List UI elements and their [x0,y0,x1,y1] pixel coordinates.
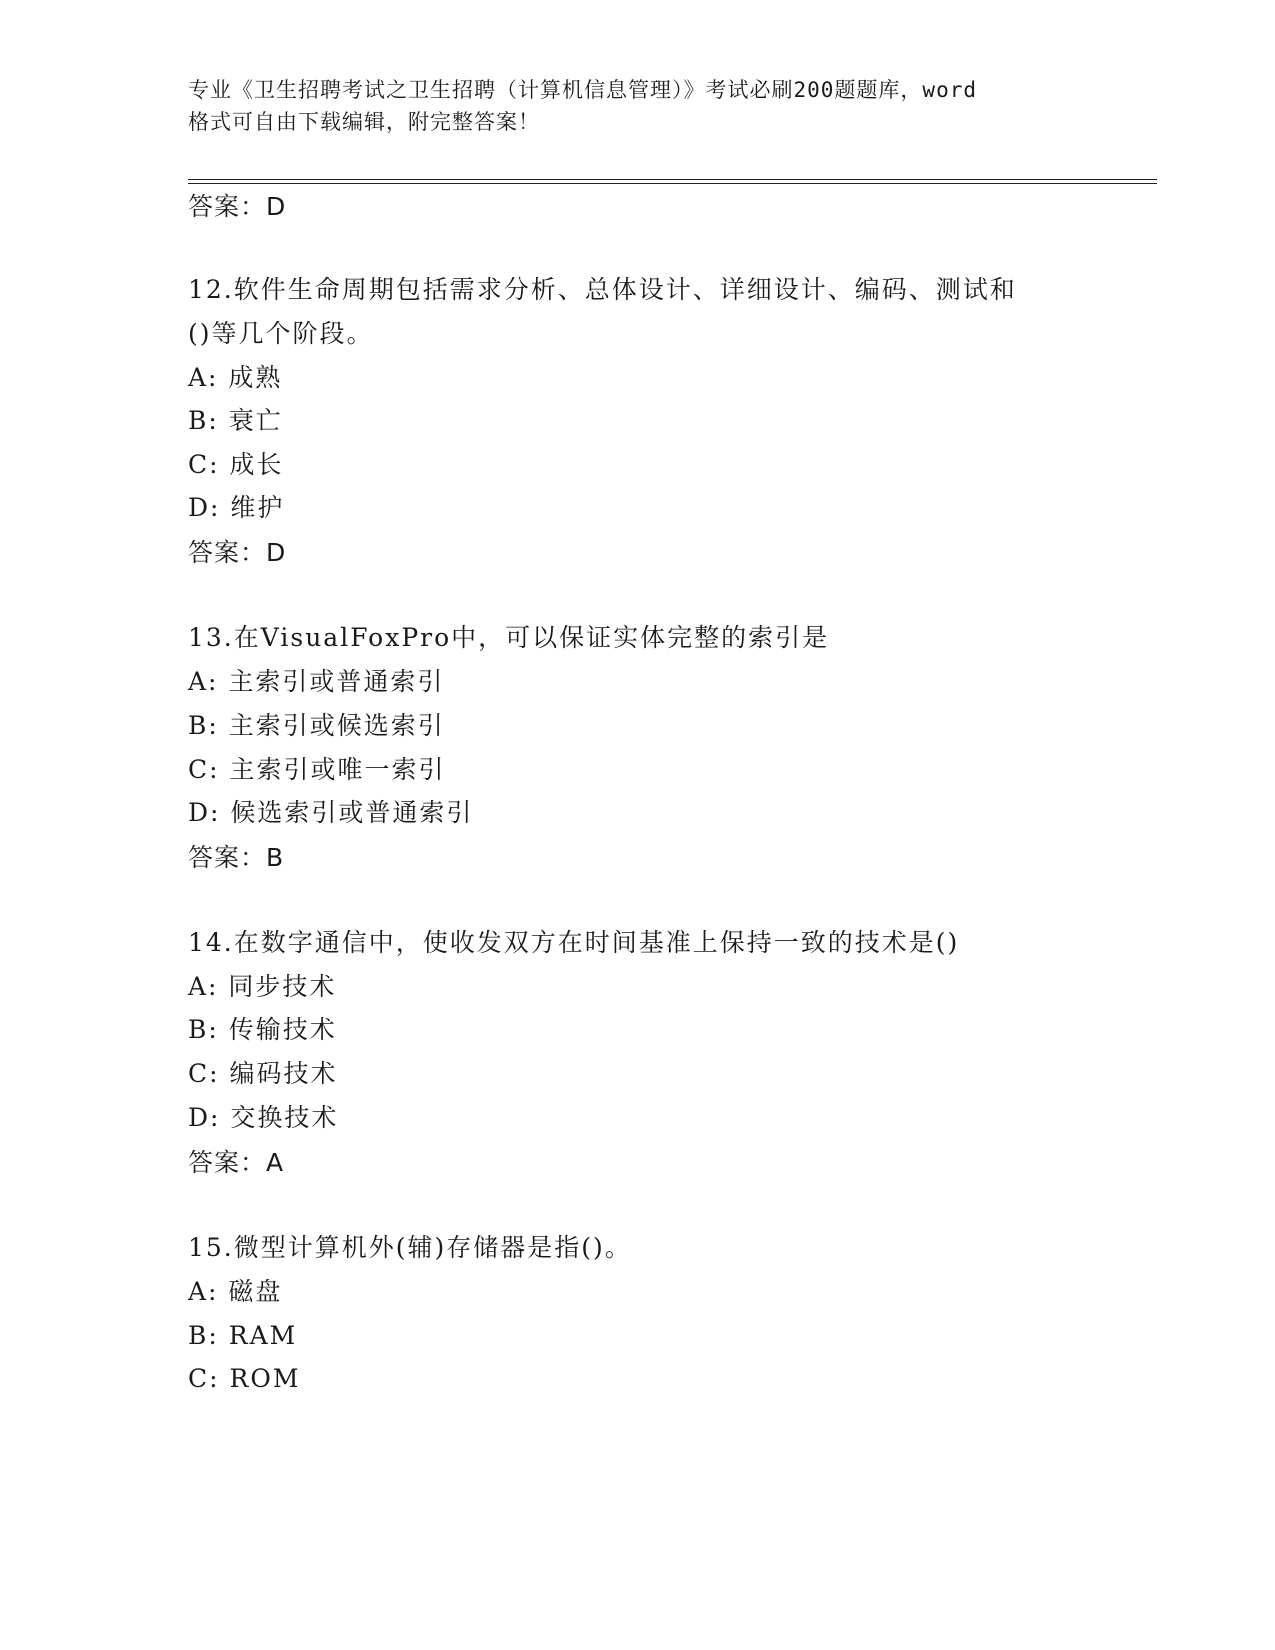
option-b: B: 主索引或候选索引 [188,711,445,740]
header-rule-bottom [188,183,1157,184]
answer: 答案：D [188,538,287,567]
option-c: C: 编码技术 [188,1059,338,1088]
option-b: B: 传输技术 [188,1015,337,1044]
answer: 答案：B [188,843,285,872]
question-stem: 13.在VisualFoxPro中，可以保证实体完整的索引是 [188,623,830,652]
option-d: D: 候选索引或普通索引 [188,798,474,827]
option-a: A: 成熟 [188,363,283,392]
document-header [188,74,1088,138]
option-c: C: 主索引或唯一索引 [188,755,446,784]
header-line-1: 专业《卫生招聘考试之卫生招聘（计算机信息管理）》考试必刷200题题库，word [188,78,977,102]
header-rule-top [188,179,1157,180]
option-b: B: 衰亡 [188,406,283,435]
option-b: B: RAM [188,1321,298,1350]
option-d: D: 维护 [188,493,285,522]
prev-answer: 答案：D [188,192,287,221]
option-a: A: 磁盘 [188,1277,283,1306]
question-stem: 12.软件生命周期包括需求分析、总体设计、详细设计、编码、测试和 [188,275,1017,304]
option-c: C: 成长 [188,450,284,479]
question-stem-cont: ()等几个阶段。 [188,319,374,348]
option-a: A: 主索引或普通索引 [188,667,445,696]
question-stem: 15.微型计算机外(辅)存储器是指()。 [188,1233,632,1262]
option-d: D: 交换技术 [188,1103,339,1132]
header-line-2: 格式可自由下载编辑，附完整答案！ [188,110,540,134]
option-a: A: 同步技术 [188,972,337,1001]
question-stem: 14.在数字通信中，使收发双方在时间基准上保持一致的技术是() [188,928,960,957]
answer: 答案：A [188,1148,285,1177]
option-c: C: ROM [188,1364,301,1393]
